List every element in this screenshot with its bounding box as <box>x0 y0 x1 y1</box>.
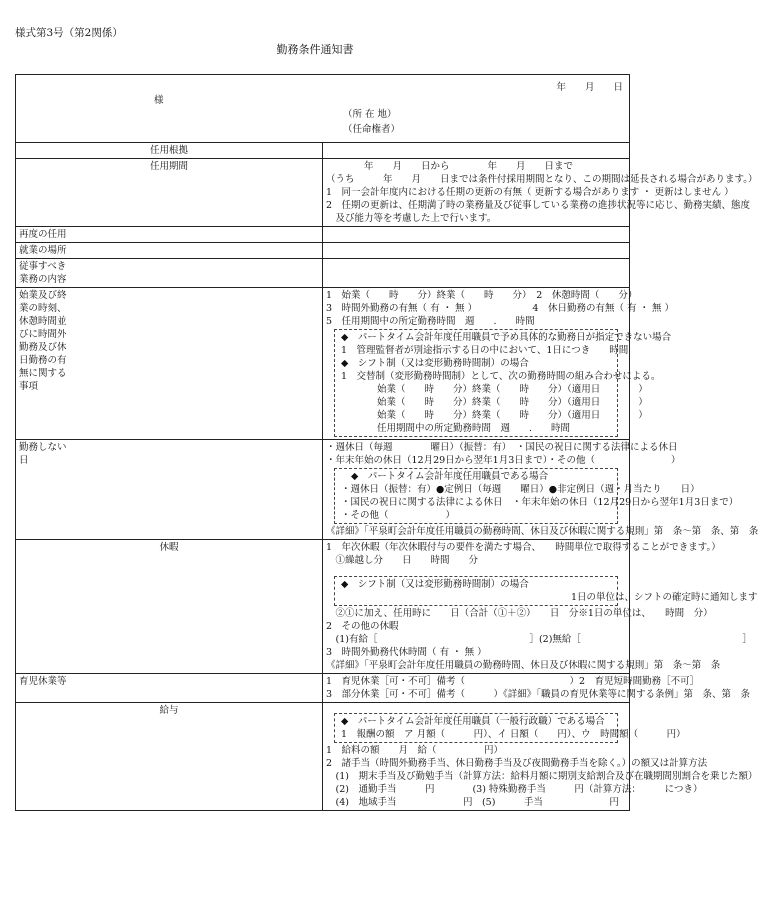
box-line: 1 報酬の額 ア 月額（ 円）、イ 日額（ 円）、ウ 時間額（ 円） <box>341 729 686 740</box>
hours-line: 1 始業（ 時 分）終業（ 時 分） 2 休憩時間（ 分） <box>326 290 638 301</box>
date-field: 年 月 日 <box>556 82 623 93</box>
box-line: ・週休日（振替：有）●定例日（毎週 曜日）●非定例日（週・月当たり 日） <box>341 484 700 495</box>
childcare-line: 1 育児休業［可・不可］備考（ ）2 育児短時間勤務［不可］ <box>326 676 700 687</box>
box-line: ◆ パートタイム会計年度任用職員で予め具体的な勤務日が指定できない場合 <box>341 332 672 343</box>
holidays-label <box>16 440 323 540</box>
box-line: 1日の単位は、シフトの確定時に通知します <box>571 592 758 603</box>
salary-line: 2 諸手当（時間外勤務手当、休日勤務手当及び夜間勤務手当を除く。）の額又は計算方法 <box>326 758 708 769</box>
leave-label: 休暇 <box>16 540 323 674</box>
box-line: ・その他（ ） <box>341 510 456 521</box>
box-line: 始業（ 時 分）終業（ 時 分）（適用日 ） <box>377 410 648 421</box>
header-cell <box>16 75 630 143</box>
leave-line: 2 その他の休暇 <box>326 621 399 632</box>
parttime-hours-box <box>334 329 672 437</box>
form-number: 様式第3号（第2関係） <box>15 27 123 39</box>
location-label: （所 在 地） <box>343 109 397 120</box>
hours-label <box>16 288 323 440</box>
addressee: 様 <box>154 95 164 106</box>
salary-label: 給与 <box>16 703 323 811</box>
hours-label-line: 無に関する <box>19 368 67 379</box>
reappoint-label: 再度の任用 <box>16 227 323 243</box>
box-line: ◆ シフト制（又は変形勤務時間制）の場合 <box>341 579 529 590</box>
basis-label: 任用根拠 <box>16 143 323 159</box>
leave-line: ①繰越し分 日 時間 分 <box>326 555 479 566</box>
holidays-label-line: 勤務しない <box>19 442 67 453</box>
leave-line: (1)有給［ ］(2)無給［ ］ <box>326 634 752 645</box>
box-line: 始業（ 時 分）終業（ 時 分）（適用日 ） <box>377 397 648 408</box>
leave-line: ②①に加え、任用時に 日（合計（①＋②） 日 分※1日の単位は、 時間 分） <box>326 608 713 619</box>
duties-label-line: 従事すべき <box>19 261 67 272</box>
childcare-value <box>323 674 751 703</box>
hours-label-line: 事項 <box>19 381 39 392</box>
holidays-line: ・週休日（毎週 曜日）（振替：有） ・国民の祝日に関する法律による休日 <box>326 442 678 453</box>
salary-line: (4) 地域手当 円 (5) 手当 円 <box>326 797 619 808</box>
hours-label-line: びに時間外 <box>19 329 67 340</box>
duties-label <box>16 259 323 288</box>
box-line: 任用期間中の所定勤務時間 週 . 時間 <box>377 423 571 434</box>
parttime-holidays-box <box>334 468 739 524</box>
conditions-table <box>15 74 758 811</box>
leave-line: 《詳細》「平泉町会計年度任用職員の勤務時間、休日及び休暇に関する規則」第 条～第 条 <box>326 660 721 671</box>
period-line: 年 月 日から 年 月 日まで <box>326 161 574 172</box>
box-line: ◆ シフト制（又は変形勤務時間制）の場合 <box>341 358 529 369</box>
leave-value <box>323 540 758 674</box>
holidays-detail: 《詳細》「平泉町会計年度任用職員の勤務時間、休日及び休暇に関する規則」第 条～第 条、第 条 <box>326 526 758 537</box>
workplace-value <box>323 243 630 259</box>
box-line: ・国民の祝日に関する法律による休日 ・年末年始の休日（12月29日から翌年1月3日まで） <box>341 497 739 508</box>
salary-line: 1 給料の額 月 給（ 円） <box>326 745 504 756</box>
basis-value <box>323 143 630 159</box>
authority-label: （任命権者） <box>343 124 401 135</box>
holidays-value <box>323 440 758 540</box>
childcare-label: 育児休業等 <box>16 674 323 703</box>
workplace-label: 就業の場所 <box>16 243 323 259</box>
holidays-label-line: 日 <box>19 455 29 466</box>
duties-label-line: 業務の内容 <box>19 274 67 285</box>
hours-label-line: 休憩時間並 <box>19 316 67 327</box>
shift-leave-box <box>334 576 758 606</box>
leave-line: 3 時間外勤務代休時間（ 有 ・ 無 ） <box>326 647 487 658</box>
box-line: 1 管理監督者が別途指示する日の中において、1日につき 時間 <box>341 345 629 356</box>
period-value <box>323 159 758 227</box>
salary-value <box>323 703 758 811</box>
hours-label-line: 業の時刻、 <box>19 303 67 314</box>
duties-value <box>323 259 630 288</box>
hours-label-line: 始業及び終 <box>19 290 67 301</box>
holidays-line: ・年末年始の休日（12月29日から翌年1月3日まで）・その他（ ） <box>326 455 681 466</box>
parttime-salary-box <box>334 713 686 743</box>
period-line: 2 任期の更新は、任期満了時の業務量及び従事している業務の進捗状況等に応じ、勤務実績、態度 <box>326 200 751 211</box>
salary-line: (2) 通勤手当 円 (3) 特殊勤務手当 円（計算方法： につき） <box>326 784 703 795</box>
box-line: 1 交替制（変形勤務時間制）として、次の勤務時間の組み合わせによる。 <box>341 371 661 382</box>
hours-label-line: 日勤務の有 <box>19 355 67 366</box>
box-line: ◆ パートタイム会計年度任用職員である場合 <box>351 471 549 482</box>
hours-line: 5 任用期間中の所定勤務時間 週 . 時間 <box>326 316 535 327</box>
period-line: 1 同一会計年度内における任期の更新の有無（ 更新する場合があります ・ 更新はしません ） <box>326 187 734 198</box>
period-line: （うち 年 月 日までは条件付採用期間となり、この期間は延長される場合があります。） <box>326 174 758 185</box>
hours-label-line: 勤務及び休 <box>19 342 67 353</box>
box-line: ◆ パートタイム会計年度任用職員（一般行政職）である場合 <box>341 716 605 727</box>
box-line: 始業（ 時 分）終業（ 時 分）（適用日 ） <box>377 384 648 395</box>
hours-value <box>323 288 675 440</box>
document-title: 勤務条件通知書 <box>276 43 354 56</box>
leave-line: 1 年次休暇（年次休暇付与の要件を満たす場合、 時間単位で取得することができます。） <box>326 542 721 553</box>
hours-line: 3 時間外勤務の有無（ 有 ・ 無 ） 4 休日勤務の有無（ 有 ・ 無 ） <box>326 303 675 314</box>
period-line: 及び能力等を考慮した上で行います。 <box>326 213 497 224</box>
childcare-line: 3 部分休業［可・不可］備考（ ）《詳細》「職員の育児休業等に関する条例」第 条、第 条 <box>326 689 751 700</box>
period-label: 任用期間 <box>16 159 323 227</box>
reappoint-value <box>323 227 630 243</box>
salary-line: (1) 期末手当及び勤勉手当（計算方法：給料月額に期別支給割合及び在職期間別割合を乗じた額） <box>326 771 758 782</box>
